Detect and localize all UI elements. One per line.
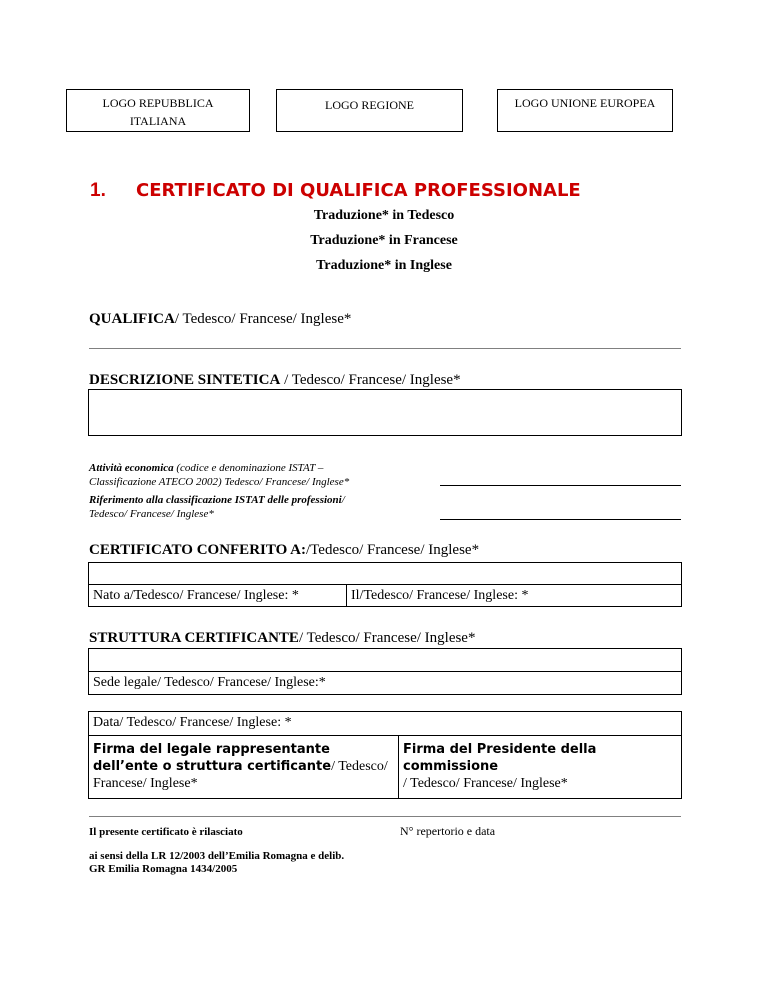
conferito-suffix: /Tedesco/ Francese/ Inglese*: [306, 542, 480, 558]
data-label: Data/ Tedesco/ Francese/ Inglese: *: [93, 715, 292, 730]
qualifica-label: QUALIFICA: [89, 311, 175, 327]
translation-german: Traduzione* in Tedesco: [313, 208, 455, 223]
riferimento-line1-rest: /: [341, 494, 345, 506]
riferimento-label-block: [89, 493, 345, 521]
data-nascita-field[interactable]: [346, 584, 682, 607]
attivita-label-block: [89, 461, 349, 489]
attivita-line1-rest: (codice e denominazione ISTAT –: [173, 462, 324, 474]
nato-label: Nato a/Tedesco/ Francese/ Inglese: *: [93, 588, 299, 603]
attivita-label: Attività economica: [89, 462, 174, 474]
data-field[interactable]: [88, 711, 682, 736]
footer-rilasciato: Il presente certificato è rilasciato: [89, 826, 243, 838]
title-number: 1.: [90, 180, 106, 201]
footer-divider: [89, 816, 681, 817]
logo-repubblica-placeholder: [66, 89, 250, 132]
footer-repertorio: N° repertorio e data: [400, 824, 496, 838]
logo-unione-europea-label: LOGO UNIONE EUROPEA: [514, 96, 656, 110]
logo-repubblica-line2: ITALIANA: [129, 114, 187, 128]
firma-legale-field[interactable]: [88, 735, 399, 799]
attivita-line2: Classificazione ATECO 2002) Tedesco/ Francese/ Inglese*: [89, 476, 350, 488]
footer-legge-line2: GR Emilia Romagna 1434/2005: [89, 863, 238, 875]
translation-english: Traduzione* in Inglese: [316, 258, 452, 273]
firma-legale-bold: Firma del legale rappresentante dell’ente o struttura certificante: [93, 742, 332, 774]
logo-regione-label: LOGO REGIONE: [325, 98, 414, 112]
footer-legge-line1: ai sensi della LR 12/2003 dell’Emilia Romagna e delib.: [89, 850, 345, 862]
firma-presidente-field[interactable]: [398, 735, 682, 799]
translation-french: Traduzione* in Francese: [310, 233, 458, 248]
logo-unione-europea-placeholder: [497, 89, 673, 132]
descrizione-suffix: / Tedesco/ Francese/ Inglese*: [280, 372, 461, 388]
firma-presidente-rest: / Tedesco/ Francese/ Inglese*: [403, 776, 568, 791]
firma-legale-rest: / Tedesco/ Francese/ Inglese*: [93, 759, 388, 791]
logo-repubblica-line1: LOGO REPUBBLICA: [102, 96, 214, 110]
il-label: Il/Tedesco/ Francese/ Inglese: *: [351, 588, 529, 603]
conferito-label: CERTIFICATO CONFERITO A:: [89, 542, 307, 558]
nato-field[interactable]: [88, 584, 347, 607]
descrizione-field[interactable]: [88, 389, 682, 436]
riferimento-line2: Tedesco/ Francese/ Inglese*: [89, 508, 214, 520]
conferito-heading: [89, 542, 479, 559]
firma-presidente-bold: Firma del Presidente della commissione: [403, 742, 597, 774]
riferimento-label: Riferimento alla classificazione ISTAT delle professioni: [89, 494, 342, 506]
riferimento-field-line[interactable]: [440, 519, 681, 520]
descrizione-heading: [89, 372, 461, 389]
struttura-name-field[interactable]: [88, 648, 682, 672]
descrizione-label: DESCRIZIONE SINTETICA: [89, 372, 281, 388]
qualifica-field-line[interactable]: [89, 348, 681, 349]
qualifica-suffix: / Tedesco/ Francese/ Inglese*: [174, 311, 352, 327]
conferito-name-field[interactable]: [88, 562, 682, 585]
sede-legale-field[interactable]: [88, 671, 682, 695]
struttura-label: STRUTTURA CERTIFICANTE: [89, 630, 299, 646]
logo-regione-placeholder: [276, 89, 463, 132]
sede-legale-label: Sede legale/ Tedesco/ Francese/ Inglese:*: [93, 675, 326, 690]
page-title: CERTIFICATO DI QUALIFICA PROFESSIONALE: [136, 180, 581, 201]
qualifica-heading: [89, 311, 351, 328]
attivita-field-line[interactable]: [440, 485, 681, 486]
struttura-heading: [89, 630, 475, 647]
struttura-suffix: / Tedesco/ Francese/ Inglese*: [298, 630, 476, 646]
